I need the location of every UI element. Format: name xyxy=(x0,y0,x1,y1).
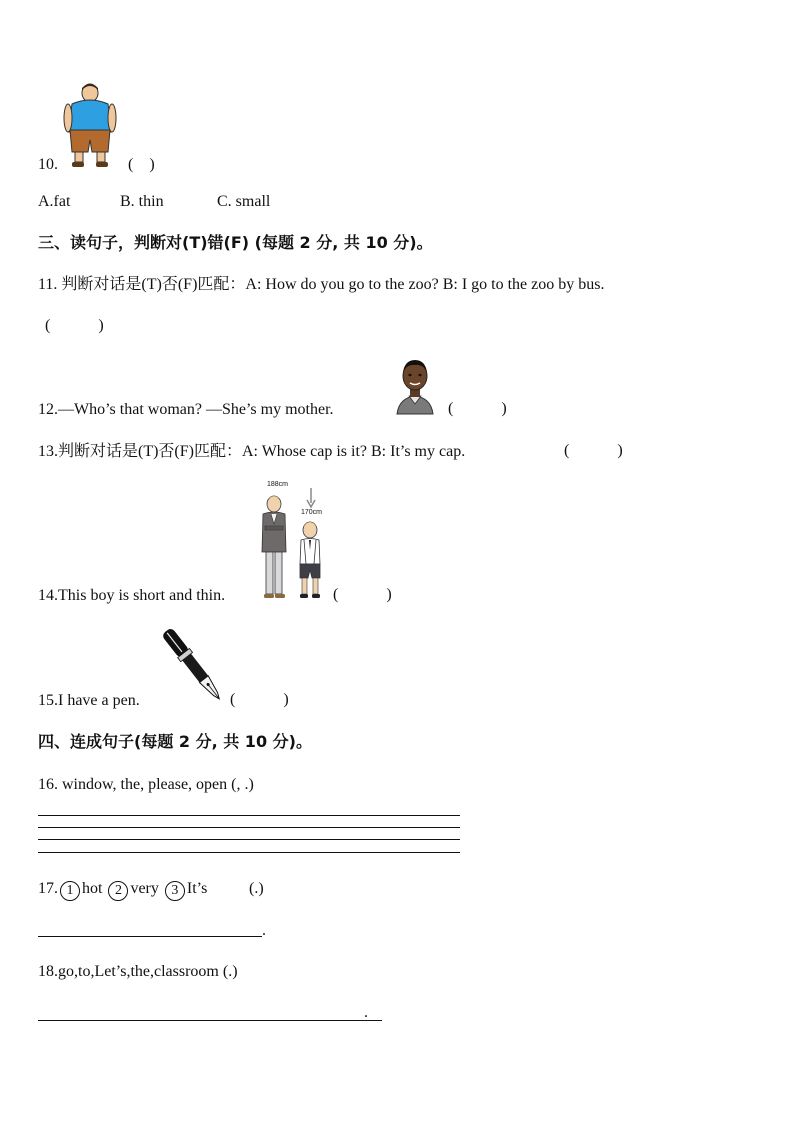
section-4-title: 四、连成句子(每题 2 分, 共 10 分)。 xyxy=(38,732,312,751)
q17-word-1: hot xyxy=(82,880,103,897)
q10-option-a: A.fat xyxy=(38,193,71,210)
short-height-label: 170cm xyxy=(301,509,323,516)
q18-answer-line xyxy=(38,1020,382,1021)
q12-answer-paren: ( ) xyxy=(448,400,507,417)
q10-option-c: C. small xyxy=(217,193,271,210)
q11-text: 11. 判断对话是(T)否(F)匹配：A: How do you go to the zoo? B: I go to the zoo by bus. xyxy=(38,276,605,293)
q17-answer-line xyxy=(38,936,262,937)
tall-height-label: 188cm xyxy=(267,481,289,488)
circle-number-2: 2 xyxy=(108,881,128,901)
q15-text: 15.I have a pen. xyxy=(38,692,140,709)
tall-man-and-boy-image xyxy=(258,490,330,602)
q18-text: 18.go,to,Let’s,the,classroom (.) xyxy=(38,963,238,980)
q13-answer-paren: ( ) xyxy=(564,442,623,459)
q13-text: 13.判断对话是(T)否(F)匹配：A: Whose cap is it? B: It’s my cap. xyxy=(38,443,466,460)
q12-text: 12.—Who’s that woman? —She’s my mother. xyxy=(38,401,334,418)
circle-number-1: 1 xyxy=(60,881,80,901)
q17-word-2: very xyxy=(130,880,159,897)
q16-answer-line-3 xyxy=(38,839,460,840)
q14-answer-paren: ( ) xyxy=(333,586,392,603)
q17-end-mark: . xyxy=(262,922,266,939)
q10-answer-paren: ( ) xyxy=(128,156,155,173)
q17-word-3: It’s xyxy=(186,880,208,897)
q15-answer-paren: ( ) xyxy=(230,691,289,708)
q10-option-b: B. thin xyxy=(120,193,164,210)
circle-number-3: 3 xyxy=(165,881,185,901)
q16-text: 16. window, the, please, open (, .) xyxy=(38,776,254,793)
q10-number: 10. xyxy=(38,156,58,173)
q11-answer-paren: ( ) xyxy=(45,317,104,334)
q17-punctuation: (.) xyxy=(249,880,264,897)
q14-text: 14.This boy is short and thin. xyxy=(38,587,226,604)
fountain-pen-image xyxy=(160,624,226,708)
q18-end-mark: . xyxy=(364,1004,368,1021)
q17-number: 17. xyxy=(38,880,58,897)
q17-question xyxy=(38,879,207,901)
fat-boy-image xyxy=(60,82,120,172)
q16-answer-line-1 xyxy=(38,815,460,816)
man-portrait-image xyxy=(395,358,435,414)
q16-answer-line-4 xyxy=(38,852,460,853)
q16-answer-line-2 xyxy=(38,827,460,828)
section-3-title: 三、读句子，判断对(T)错(F) (每题 2 分, 共 10 分)。 xyxy=(38,233,433,252)
